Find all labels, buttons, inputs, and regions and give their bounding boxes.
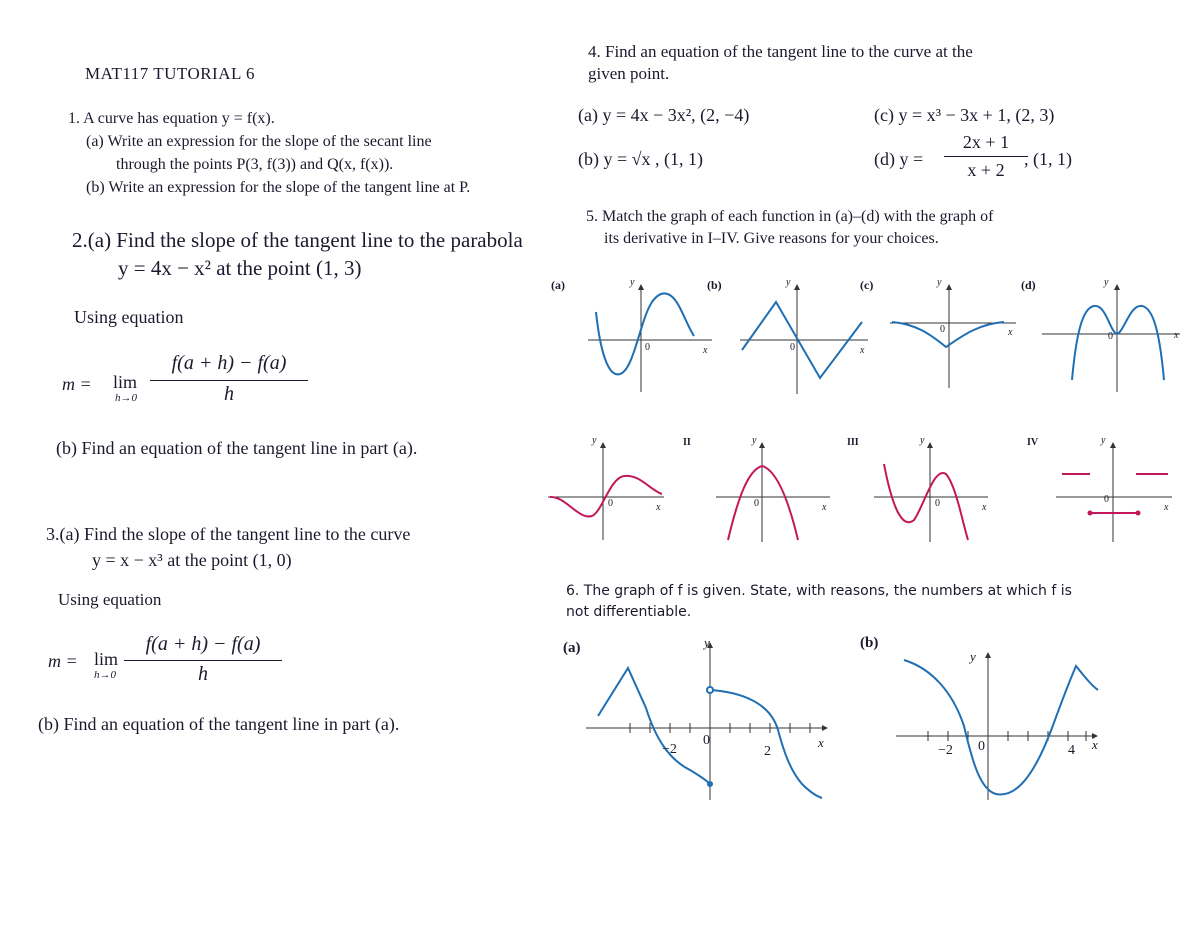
graph-a-origin: 0 [645,342,650,353]
q6b-y-label: y [970,649,976,664]
graph-b-y-label: y [786,277,791,288]
graph-d-x-label: x [1174,330,1179,341]
q2-denominator: h [224,383,234,405]
q5-graph-c-label: (c) [860,278,874,292]
q1-stem: 1. A curve has equation y = f(x). [68,110,275,127]
q4-part-d-label: (d) y = [874,149,924,169]
q6a-curve-left [598,668,710,784]
q3-part-a-line1: 3.(a) Find the slope of the tangent line to the curve [46,524,411,544]
q5-graph-d-label: (d) [1021,278,1036,292]
q6-line2: not differentiable. [566,604,692,620]
graph-b-origin: 0 [790,342,795,353]
q5-line1: 5. Match the graph of each function in (a)–(d) with the graph of [586,208,994,225]
q2-using-label: Using equation [74,307,184,327]
graph-IV-y-label: y [1101,435,1106,446]
q2-m-label: m = [62,374,92,394]
q6a-closed-dot [707,781,713,787]
q6b-tick-0: 0 [978,739,985,754]
graph-IV-x-label: x [1164,502,1169,513]
q6-graph-a-label: (a) [563,640,581,656]
graph-I-y-label: y [592,435,597,446]
q1-part-a-line1: (a) Write an expression for the slope of the secant line [86,133,432,150]
q6a-x-label: x [818,735,824,750]
q3-numerator: f(a + h) − f(a) [145,633,261,655]
graph-a-y-label: y [630,277,635,288]
graph-IV-origin: 0 [1104,494,1109,505]
q4-line2: given point. [588,64,670,83]
q5-graph-a-label: (a) [551,278,565,292]
q6a-tick-2: 2 [764,744,771,759]
q1-part-b: (b) Write an expression for the slope of the tangent line at P. [86,179,471,196]
q6a-tick-0: 0 [703,733,710,748]
q5-deriv-IV-label: IV [1027,437,1039,448]
q2-lim-subscript: h→0 [115,392,137,404]
q3-lim-subscript: h→0 [94,669,116,681]
q3-denominator: h [198,663,208,685]
page-title: MAT117 TUTORIAL 6 [85,64,255,83]
q6a-open-dot [707,687,713,693]
q4-d-denominator: x + 2 [967,160,1005,180]
graph-c-x-label: x [1008,327,1013,338]
q5-line2: its derivative in I–IV. Give reasons for your choices. [604,230,939,247]
q5-graph-b-label: (b) [707,278,722,292]
q6b-curve [904,660,1098,794]
q3-lim: lim [94,649,119,669]
graph-III-x-label: x [982,502,987,513]
graph-d-y-label: y [1104,277,1109,288]
q5-deriv-III-label: III [847,437,859,448]
q6b-tick-4: 4 [1068,743,1075,758]
q2-numerator: f(a + h) − f(a) [171,352,287,374]
graph-c-y-label: y [937,277,942,288]
q2-part-a-line1: 2.(a) Find the slope of the tangent line to the parabola [72,228,523,252]
q4-d-point: , (1, 1) [1024,149,1072,169]
graph-II-y-label: y [752,435,757,446]
q6-line1: 6. The graph of f is given. State, with reasons, the numbers at which f is [566,583,1072,599]
q6a-y-label: y [704,635,710,650]
q5-deriv-II-label: II [683,437,691,448]
q2-part-b: (b) Find an equation of the tangent line in part (a). [56,438,418,458]
q4-part-a: (a) y = 4x − 3x², (2, −4) [578,105,750,125]
q2-lim: lim [113,372,138,392]
graph-III-y-label: y [920,435,925,446]
graph-II-origin: 0 [754,498,759,509]
q6a-tick-neg2: −2 [662,742,677,757]
q6-graph-b-label: (b) [860,635,879,651]
graph-a-x-label: x [703,345,708,356]
graph-I-origin: 0 [608,498,613,509]
q3-m-label: m = [48,651,78,671]
q4-part-c: (c) y = x³ − 3x + 1, (2, 3) [874,105,1055,125]
q1-part-a-line2: through the points P(3, f(3)) and Q(x, f(x)). [116,156,394,173]
graph-III-origin: 0 [935,498,940,509]
q4-line1: 4. Find an equation of the tangent line to the curve at the [588,42,973,61]
q3-part-a-line2: y = x − x³ at the point (1, 0) [92,550,292,570]
q3-using-label: Using equation [58,590,162,609]
q4-d-numerator: 2x + 1 [962,132,1010,152]
graph-I-x-label: x [656,502,661,513]
graph-II-x-label: x [822,502,827,513]
graph-b-x-label: x [860,345,865,356]
graph-d-origin: 0 [1108,331,1113,342]
graph-c-origin: 0 [940,324,945,335]
q6b-tick-neg2: −2 [938,743,953,758]
q3-part-b: (b) Find an equation of the tangent line in part (a). [38,714,400,734]
q6b-x-label: x [1092,737,1098,752]
q2-part-a-line2: y = 4x − x² at the point (1, 3) [118,256,362,280]
q4-part-b: (b) y = √x , (1, 1) [578,149,704,169]
